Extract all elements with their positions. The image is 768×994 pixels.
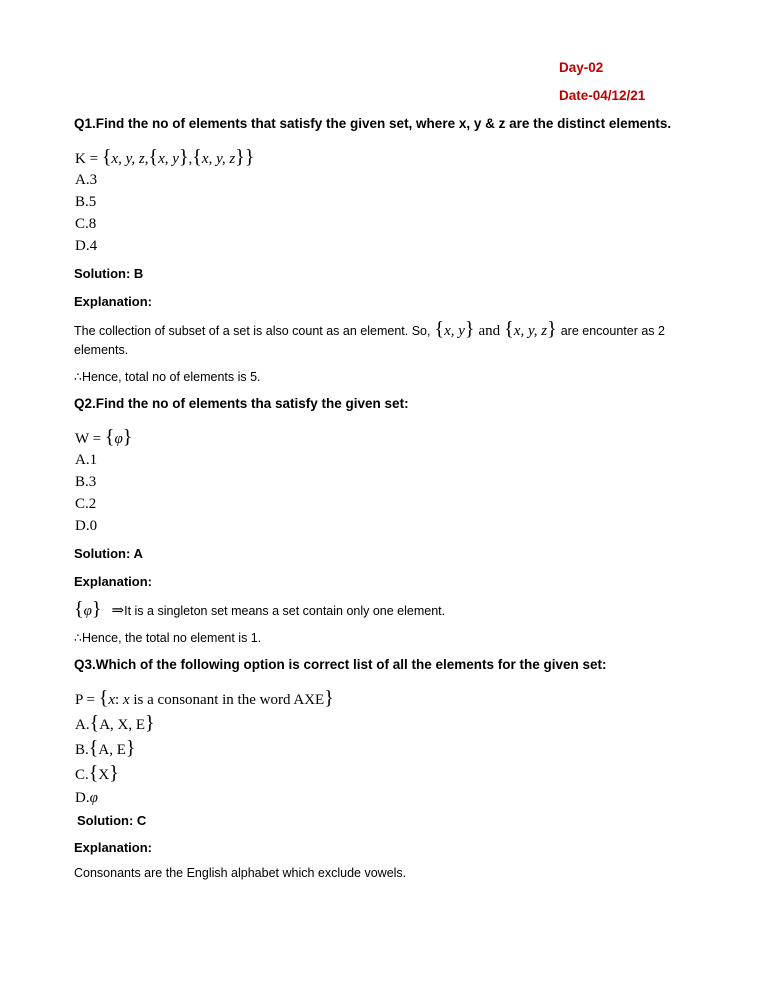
q1-expl-set1-inner: x, y	[444, 323, 465, 339]
q3-set-rule: is a consonant in the word AXE	[133, 692, 325, 708]
q1-set-expression	[75, 144, 254, 172]
q1-expl-brace-close: }	[464, 318, 475, 340]
q1-brace-open: {	[101, 146, 112, 168]
q2-brace-close: }	[122, 426, 133, 448]
q1-sub2-brace-close: }	[235, 146, 245, 168]
q3-set-var: x	[108, 692, 116, 708]
q1-expl-text-2: are encounter as 2	[560, 324, 665, 338]
q3-set-colon: :	[115, 692, 120, 708]
q1-expl-brace-open: {	[434, 318, 445, 340]
q2-option-c: C.2	[75, 496, 97, 512]
q3-option-a-inner: A, X, E	[99, 717, 146, 733]
q1-brace-close: }	[244, 146, 255, 168]
q3-brace-open: {	[98, 687, 109, 709]
q1-equals: =	[89, 151, 99, 167]
therefore-symbol: ∴	[74, 631, 82, 645]
q1-solution: Solution: B	[74, 266, 144, 281]
q1-expl-set2	[504, 318, 557, 340]
q3-option-d-phi: φ	[89, 790, 98, 806]
q1-question: Q1.Find the no of elements that satisfy the given set, where x, y & z are the distinct elements.	[74, 116, 672, 131]
q3-brace-close: }	[324, 687, 334, 709]
q2-expl-brace-open: {	[74, 598, 84, 620]
q3-option-a-brace-open: {	[89, 712, 100, 734]
q1-sub-brace-close: }	[178, 146, 189, 168]
q3-option-d	[75, 786, 98, 810]
q3-explanation-text: Consonants are the English alphabet which exclude vowels.	[74, 866, 407, 880]
q3-option-a	[75, 710, 155, 738]
q1-option-c: C.8	[75, 216, 97, 232]
q1-comma: ,	[188, 151, 193, 167]
q2-expl-brace-close: }	[91, 598, 102, 620]
q3-option-c	[75, 760, 119, 788]
q1-option-d: D.4	[75, 238, 98, 254]
q1-sub-brace-open: {	[148, 146, 159, 168]
q2-conclusion	[74, 630, 261, 645]
q1-sub2-brace-open: {	[192, 146, 202, 168]
q1-conclusion-text: Hence, total no of elements is 5.	[81, 370, 261, 384]
q1-conclusion	[74, 369, 261, 384]
q2-explanation-label: Explanation:	[74, 574, 153, 589]
q1-expl-set2-inner: x, y, z	[513, 323, 548, 339]
q1-expl-set1	[434, 318, 475, 340]
q1-explanation-line1	[74, 318, 665, 342]
q3-option-a-brace-close: }	[145, 712, 155, 734]
q1-subset-xyz: x, y, z	[201, 151, 236, 167]
q1-option-b: B.5	[75, 194, 97, 210]
q3-option-b-inner: A, E	[98, 742, 126, 758]
q2-solution: Solution: A	[74, 546, 143, 561]
q2-brace-open: {	[104, 426, 115, 448]
q3-set-expression	[75, 685, 334, 713]
q2-conclusion-text: Hence, the total no element is 1.	[81, 631, 262, 645]
q1-set-elements: x, y, z,	[111, 151, 149, 167]
q1-subset-xy: x, y	[158, 151, 179, 167]
q3-option-c-label: C.	[75, 767, 89, 783]
q3-explanation-label: Explanation:	[74, 840, 153, 855]
date-label: Date-04/12/21	[559, 88, 646, 103]
q1-set-lhs: K	[75, 151, 86, 167]
q2-expl-phi: φ	[83, 603, 92, 619]
q3-set-lhs: P	[75, 692, 83, 708]
q3-option-b-brace-close: }	[125, 737, 136, 759]
q2-set-expression	[75, 424, 132, 452]
q3-option-b-label: B.	[75, 742, 89, 758]
q3-option-c-brace-close: }	[109, 762, 119, 784]
q1-expl2-brace-close: }	[547, 318, 557, 340]
therefore-symbol: ∴	[74, 370, 82, 384]
q3-question: Q3.Which of the following option is correct list of all the elements for the given set:	[74, 657, 607, 672]
day-label: Day-02	[559, 60, 604, 75]
q2-set-lhs: W	[75, 431, 89, 447]
q3-set-var-2: x	[122, 692, 130, 708]
q1-option-a: A.3	[75, 172, 98, 188]
q3-option-d-label: D.	[75, 790, 90, 806]
q2-option-a: A.1	[75, 452, 98, 468]
q1-expl2-brace-open: {	[504, 318, 514, 340]
q3-option-b-brace-open: {	[88, 737, 99, 759]
q3-option-a-label: A.	[75, 717, 90, 733]
q3-option-b	[75, 735, 135, 763]
q3-solution: Solution: C	[77, 813, 147, 828]
implies-symbol: ⇒	[111, 603, 125, 619]
q3-equals: =	[86, 692, 96, 708]
q1-expl-text-1: The collection of subset of a set is also count as an element. So,	[74, 324, 431, 338]
q2-equals: =	[92, 431, 102, 447]
q2-option-b: B.3	[75, 474, 97, 490]
q2-option-d: D.0	[75, 518, 98, 534]
q1-expl-and: and	[478, 323, 501, 339]
q2-explanation-line	[74, 597, 445, 623]
q2-expl-text: It is a singleton set means a set contain only one element.	[124, 604, 446, 618]
q2-phi: φ	[114, 431, 123, 447]
q1-explanation-label: Explanation:	[74, 294, 153, 309]
q3-option-c-brace-open: {	[88, 762, 99, 784]
q1-explanation-line2: elements.	[74, 343, 129, 357]
q2-question: Q2.Find the no of elements tha satisfy the given set:	[74, 396, 409, 411]
q3-option-c-inner: X	[98, 767, 110, 783]
q2-expl-set	[74, 598, 102, 620]
